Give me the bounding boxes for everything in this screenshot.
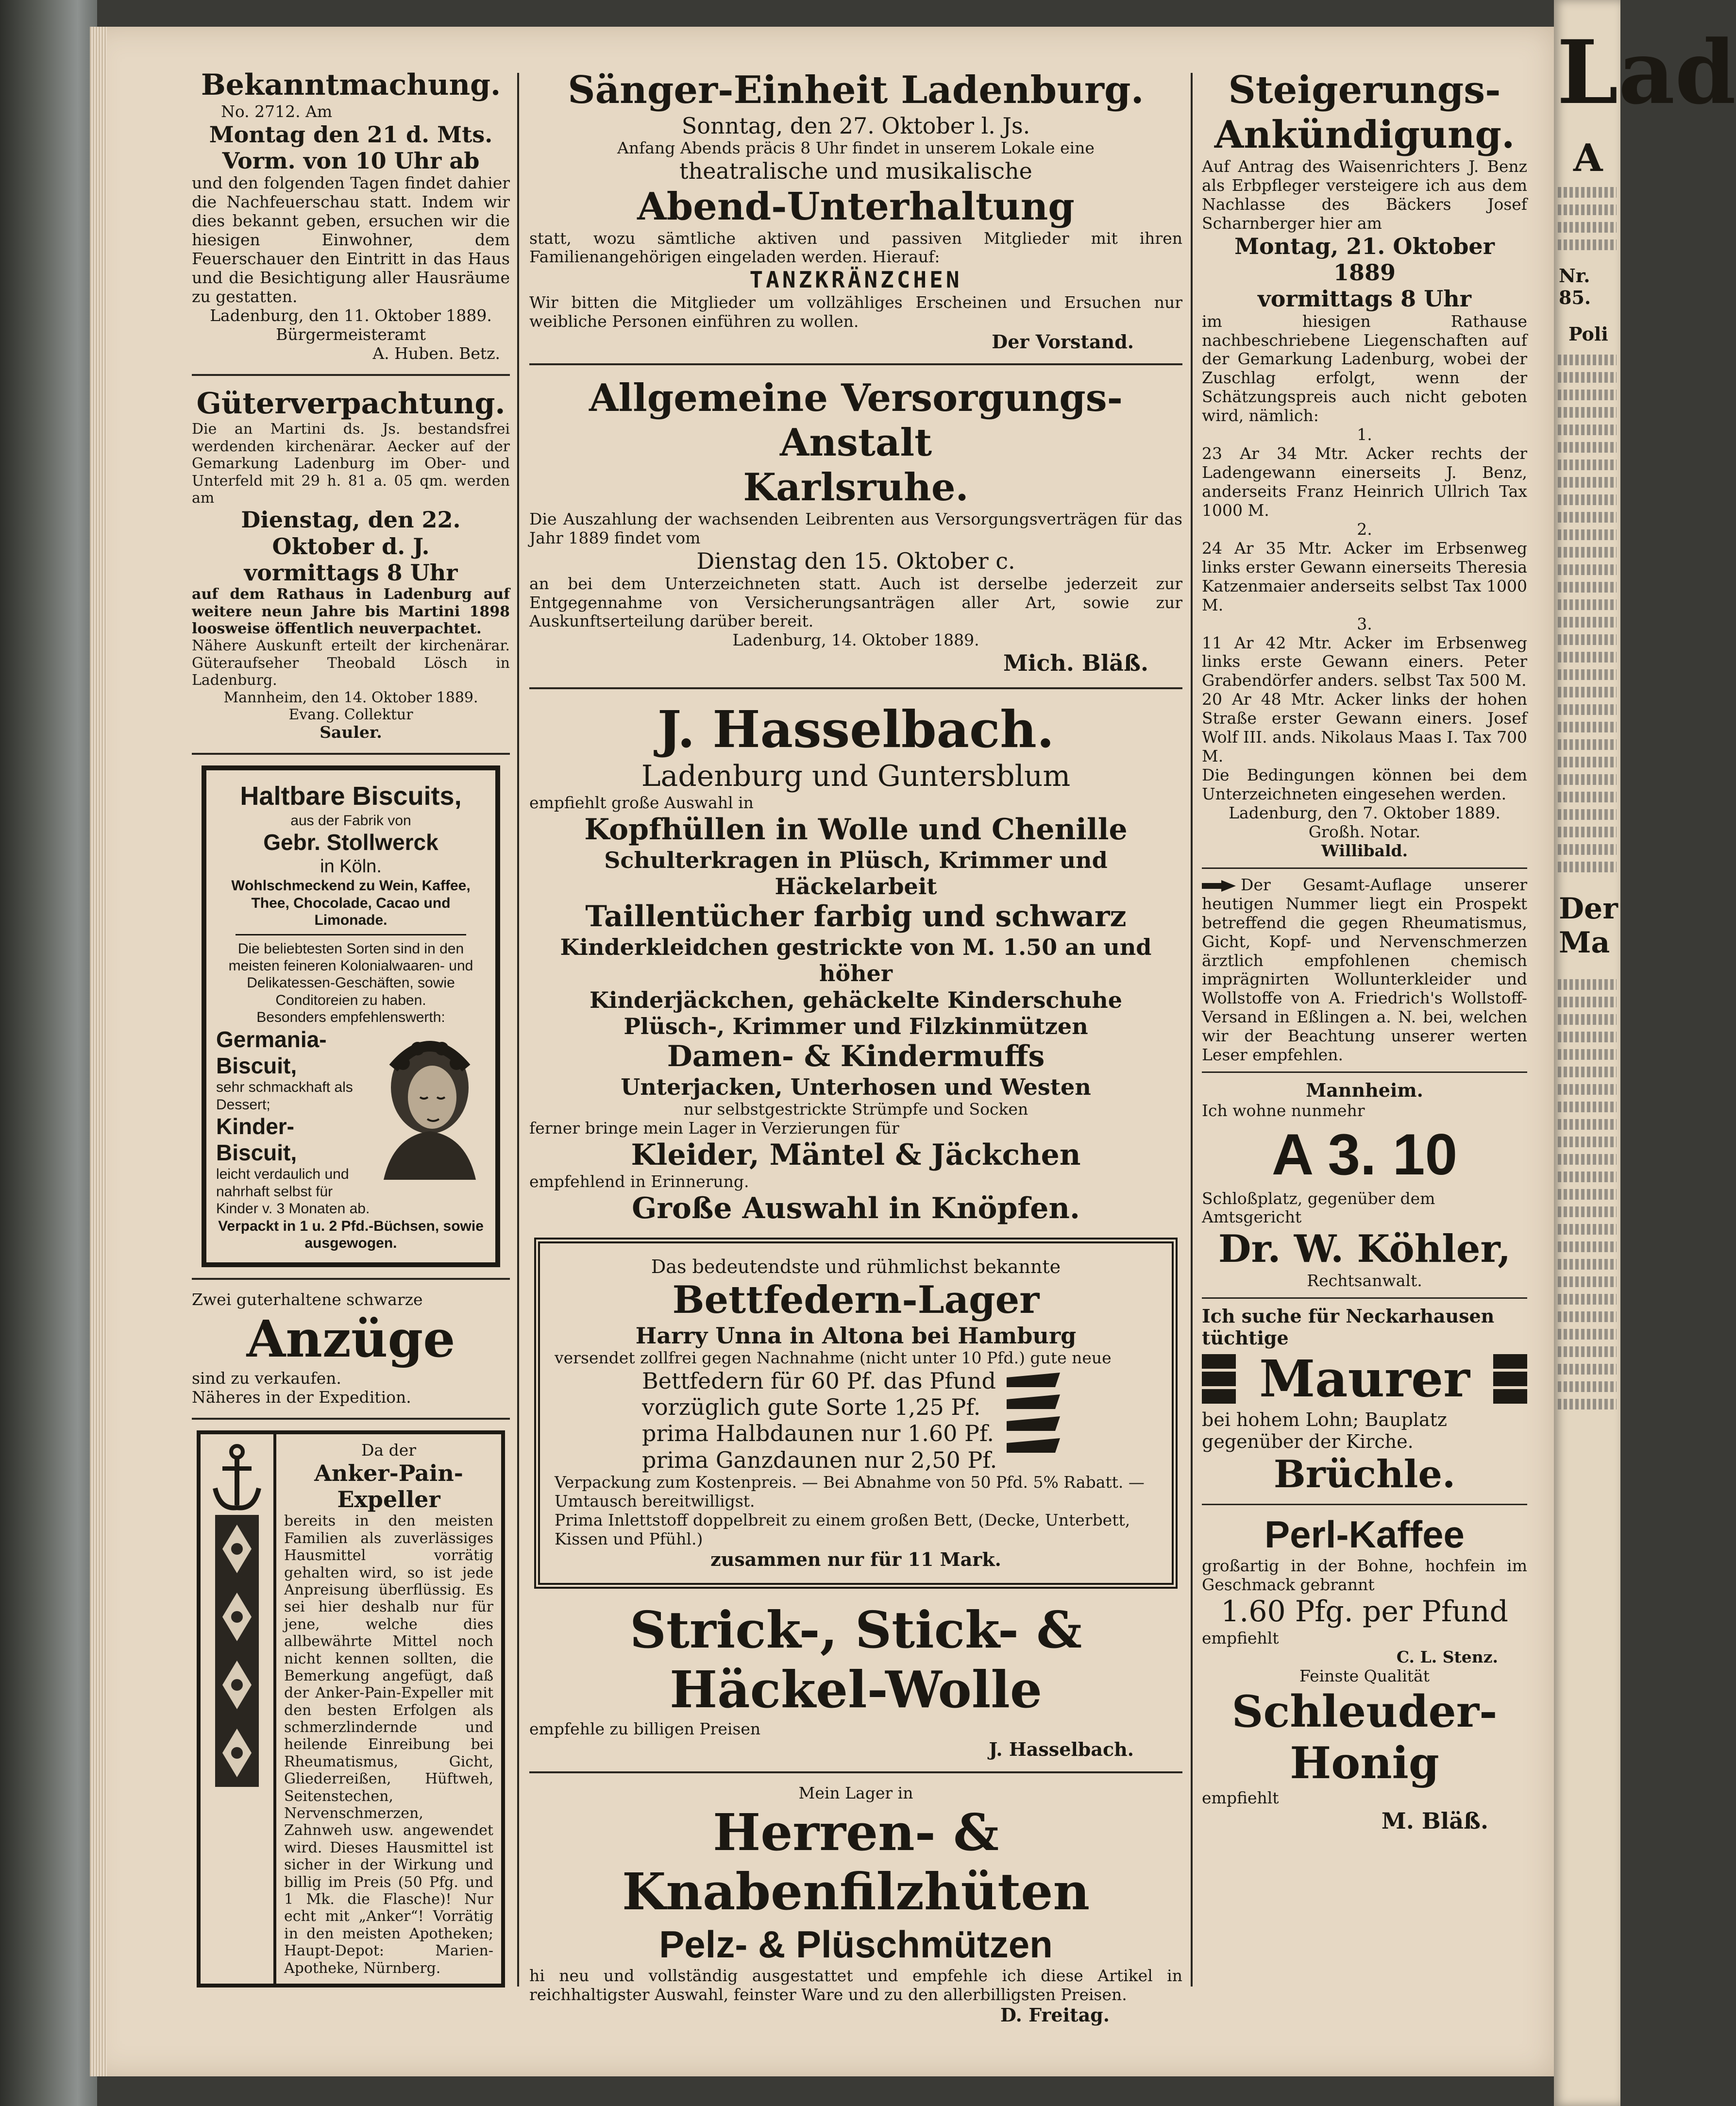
book-binding [0,0,97,2106]
koehler-title: Rechtsanwalt. [1307,1271,1422,1291]
divider [192,374,510,376]
column-rule-2 [1191,73,1193,1987]
anker-body: bereits in den meisten Familien als zuverlässiges Hausmittel vorrätig gehalten wird, so ist jede Anpreisung überflüssig. Es sei hier deshalb nur für jene, welche dies allbewährte Mittel noch nicht kennen sollten, die Bemerkung angefügt, daß der Anker-Pain-Expeller mit den besten Erfolgen als schmerzlindernde und heilende Einreibung bei Rheumatismus, Gicht, Gliederreißen, Hüftweh, Seitenstechen, Nervenschmerzen, Zahnweh usw. angewendet wird. Dieses Hausmittel ist sicher in der Wirkung und billig im Preis (50 Pfg. und 1 Mk. die Flasche)! Nur echt mit „Anker“! Vorrätig in den meisten Apotheken; Haupt-Depot: Marien-Apotheke, Nürnberg. [284,1512,493,1977]
notice-gesamtauflage [1202,876,1527,1065]
ad-perl-kaffee [1202,1512,1527,1667]
hasselbach-name: J. Hasselbach. [657,699,1055,759]
honig-recommend: empfiehlt [1202,1788,1279,1808]
saenger-body: statt, wozu sämtliche aktiven und passiven Mitglieder mit ihren Familienangehörigen eingeladen werden. Hierauf: [529,228,1182,267]
notice-time: Vorm. von 10 Uhr ab [222,148,480,174]
versorg-title-1: Allgemeine Versorgungs-Anstalt [589,376,1123,465]
biscuit-kinder: Kinder-Biscuit, [216,1113,297,1166]
ad-saenger-einheit [529,68,1182,353]
steiger-item-4: 20 Ar 48 Mtr. Acker links der hohen Straße erster Gewann einers. Josef Wolf III. ands. Nikolaus Maas I. Tax 700 M. [1202,690,1527,766]
ad-stollwerck-biscuits [202,765,500,1267]
ad-anker-pain-expeller [197,1430,505,1987]
notice-title: Bekanntmachung. [201,68,501,102]
ad-maurer [1202,1306,1527,1497]
biscuit-description: Wohlschmeckend zu Wein, Kaffee, Thee, Chocolade, Cacao und Limonade. [231,878,471,929]
biscuit-recommend: Besonders empfehlenswerth: [256,1009,445,1026]
block-ornament-left-icon [1202,1354,1236,1404]
kaffee-signature: C. L. Stenz. [1396,1647,1498,1667]
steiger-date: Montag, 21. Oktober 1889 [1234,233,1495,286]
biscuit-maker: Gebr. Stollwerck [263,830,438,855]
facing-masthead: Lad [1557,21,1736,124]
kaffee-title: Perl-Kaffee [1264,1513,1465,1556]
huete-title-2: Pelz- & Plüschmützen [659,1923,1053,1966]
saenger-date: Sonntag, den 27. Oktober l. Js. [681,113,1030,139]
bettfedern-packaging: Verpackung zum Kostenpreis. — Bei Abnahme von 50 Pfd. 5% Rabatt. — Umtausch bereitwilligst. [555,1472,1145,1511]
steiger-item-2: 24 Ar 35 Mtr. Acker im Erbsenweg links erster Gewann einerseits Theresia Katzenmaier anderseits selbst Tax 1000 M. [1202,538,1527,614]
steiger-time: vormittags 8 Uhr [1258,286,1471,312]
hasselbach-line-5: Kinderjäckchen, gehäckelte Kinderschuhe [590,986,1122,1013]
gueter-time: vormittags 8 Uhr [244,559,458,586]
gueter-signature: Sauler. [320,723,382,742]
kaffee-recommend: empfiehlt [1202,1629,1279,1648]
ad-bettfedern-lager [534,1238,1178,1589]
maurer-intro: Ich suche für Neckarhausen tüchtige [1202,1305,1495,1349]
hasselbach-line-6: Plüsch-, Krimmer und Filzkinmützen [624,1013,1088,1039]
pointing-hand-icon [1202,879,1236,893]
huete-body: hi neu und vollständig ausgestattet und empfehle ich diese Artikel in reichhaltigster Auswahl, feinster Ware und zu den allerbilligsten Preisen. [529,1966,1182,2004]
notice-bekanntmachung [192,68,510,363]
saenger-dance: TANZKRÄNZCHEN [749,267,962,293]
hasselbach-line-10: ferner bringe mein Lager in Verzierungen für [529,1119,899,1138]
gesamt-body: Der Gesamt-Auflage unserer heutigen Nummer liegt ein Prospekt betreffend die gegen Rheumatismus, Gicht, Kopf- und Nervenschmerzen ärztlich empfohlenen chemisch imprägnirten Wollunterkleider und Wollstoffe von A. Friedrich's Wollstoff-Versand in Eßlingen a. N. bei, welchen wir der Beachtung unserer werten Leser empfehlen. [1202,875,1527,1065]
notice-date: Montag den 21 d. Mts. [209,121,493,148]
versorg-title-2: Karlsruhe. [743,465,969,510]
steiger-office: Großh. Notar. [1308,822,1421,841]
bettfedern-price-4: prima Ganzdaunen nur 2,50 Pf. [642,1446,997,1473]
facing-heading-2: Der Ma [1559,892,1618,960]
ad-schleuder-honig [1202,1667,1527,1834]
divider [1202,1504,1527,1505]
wolle-signature: J. Hasselbach. [989,1738,1134,1760]
anzuege-info: Näheres in der Expedition. [192,1387,411,1407]
biscuit-kinder-desc: leicht verdaulich und nahrhaft selbst für Kinder v. 3 Monaten ab. [216,1166,370,1217]
biscuit-germania-desc: sehr schmackhaft als Dessert; [216,1079,353,1113]
ad-wolle [529,1600,1182,1760]
germania-portrait-image [374,1029,486,1180]
bettfedern-price-list [555,1368,1157,1473]
honig-signature: M. Bläß. [1381,1808,1488,1834]
ad-versorgungs-anstalt [529,376,1182,676]
divider [529,1771,1182,1773]
hasselbach-line-7: Damen- & Kindermuffs [667,1039,1045,1074]
hasselbach-intro: empfiehlt große Auswahl in [529,793,754,813]
steiger-title-2: Ankündigung. [1214,113,1515,157]
steiger-item-1: 23 Ar 34 Mtr. Acker rechts der Ladengewann einerseits J. Benz, anderseits Franz Heinrich Ullrich Tax 1000 M. [1202,444,1527,520]
notice-body: und den folgenden Tagen findet dahier die Nachfeuerschau statt. Indem wir dies bekannt geben, ersuchen wir die hiesigen Einwohner, dem Feuerschauer den Eintritt in das Haus und die Besichtigung aller Hausräume zu gestatten. [192,173,510,306]
block-ornament-right-icon [1493,1354,1527,1404]
column-2 [529,68,1182,2026]
steiger-body-2: im hiesigen Rathause nachbeschriebene Liegenschaften auf der Gemarkung Ladenburg, wobei der Zuschlag erfolgt, wenn der Schätzungspreis auch nicht geboten wird, nämlich: [1202,311,1527,425]
versorg-signature: Mich. Bläß. [1003,650,1148,677]
steiger-conditions: Die Bedingungen können bei dem Unterzeichneten eingesehen werden. [1202,765,1527,804]
ad-hasselbach [529,700,1182,1226]
facing-subhead: A [1573,136,1603,180]
gueter-body: Die an Martini ds. Js. bestandsfrei werdenden kirchenärar. Aecker auf der Gemarkung Ladenburg im Ober- und Unterfeld mit 29 h. 81 a. 05 qm. werden am [192,421,510,507]
koehler-intro: Ich wohne nunmehr [1202,1101,1365,1120]
maurer-title: Maurer [1259,1349,1470,1409]
steiger-item-number-1: 1. [1357,425,1372,444]
divider [192,1278,510,1280]
honig-title: Schleuder-Honig [1231,1685,1498,1789]
column-1 [192,68,510,1992]
wolle-subtitle: empfehle zu billigen Preisen [529,1719,761,1738]
hasselbach-line-9: nur selbstgestrickte Strümpfe und Socken [683,1100,1028,1119]
hasselbach-buttons: Große Auswahl in Knöpfen. [632,1191,1080,1225]
biscuit-sorts: Die beliebtesten Sorten sind in den meisten feineren Kolonialwaaren- und Delikatessen-Geschäften, sowie Conditoreien zu haben. [228,940,473,1008]
divider [1202,1071,1527,1073]
maurer-signature: Brüchle. [1273,1452,1456,1497]
versorg-place: Ladenburg, 14. Oktober 1889. [732,630,979,650]
divider [1202,867,1527,869]
facing-section: Poli [1568,323,1608,345]
wolle-title: Strick-, Stick- & Häckel-Wolle [629,1600,1082,1720]
biscuit-city: in Köln. [320,856,382,877]
notice-signature: A. Huben. Betz. [372,343,500,363]
bettfedern-title: Bettfedern-Lager [672,1277,1040,1322]
koehler-name: Dr. W. Köhler, [1218,1227,1511,1272]
gueter-date: Dienstag, den 22. Oktober d. J. [241,507,461,560]
divider [192,753,510,755]
notice-steigerung [1202,68,1527,861]
biscuit-from: aus der Fabrik von [290,812,411,829]
koehler-location: Schloßplatz, gegenüber dem Amtsgericht [1202,1189,1435,1227]
hasselbach-line-8: Unterjacken, Unterhosen und Westen [621,1074,1091,1101]
hasselbach-line-2: Schulterkragen in Plüsch, Krimmer und Häckelarbeit [604,847,1108,900]
steiger-place: Ladenburg, den 7. Oktober 1889. [1229,803,1500,822]
anker-intro: Da der [361,1440,417,1460]
bettfedern-total-price: zusammen nur für 11 Mark. [710,1548,1001,1570]
bettfedern-inlett: Prima Inlettstoff doppelbreit zu einem großen Bett, (Decke, Unterbett, Kissen und Pfühl.) [555,1510,1130,1548]
saenger-request: Wir bitten die Mitglieder um vollzähliges Erscheinen und Ersuchen nur weibliche Personen einführen zu wollen. [529,292,1182,331]
steiger-item-number-3: 3. [1357,614,1372,633]
anchor-icon [210,1442,264,1515]
huete-signature: D. Freitag. [1000,2004,1110,2026]
anker-emblem-column [201,1434,276,1984]
notice-number: No. 2712. Am [221,102,333,121]
ad-filzhuete [529,1784,1182,2026]
versorg-date: Dienstag den 15. Oktober c. [696,548,1015,575]
ad-anzuege [192,1291,510,1407]
gueter-title: Güterverpachtung. [196,386,506,421]
saenger-title: Sänger-Einheit Ladenburg. [568,68,1144,112]
notice-gueterverpachtung [192,387,510,743]
notice-place: Ladenburg, den 11. Oktober 1889. [210,306,492,325]
steiger-signature: Willibald. [1321,841,1408,860]
anzuege-title: Anzüge [246,1309,455,1369]
saenger-event: Abend-Unterhaltung [637,184,1075,229]
bettfedern-firm: Harry Unna in Altona bei Hamburg [635,1322,1077,1349]
anker-name: Anker-Pain-Expeller [314,1460,463,1513]
steiger-title-1: Steigerungs- [1228,68,1501,112]
facing-page [1554,0,1736,2106]
gueter-body-2: auf dem Rathaus in Ladenburg auf weitere neun Jahre bis Martini 1898 loosweise öffentlich neuverpachtet. [192,586,510,637]
anzuege-sale: sind zu verkaufen. [192,1369,341,1388]
notice-office: Bürgermeisteramt [276,324,426,344]
steiger-item-number-2: 2. [1357,519,1372,539]
biscuit-packaging: Verpackt in 1 u. 2 Pfd.-Büchsen, sowie ausgewogen. [218,1218,484,1251]
honig-intro: Feinste Qualität [1299,1666,1430,1686]
hasselbach-line-11: Kleider, Mäntel & Jäckchen [631,1138,1081,1172]
hasselbach-line-1: Kopfhüllen in Wolle und Chenille [584,813,1128,847]
facing-issue: Nr. 85. [1559,265,1591,308]
koehler-address: A 3. 10 [1271,1121,1458,1187]
column-3 [1202,68,1527,1834]
biscuit-germania: Germania-Biscuit, [216,1026,327,1078]
anker-text [276,1434,501,1984]
biscuit-title: Haltbare Biscuits, [240,781,462,811]
hasselbach-line-3: Taillentücher farbig und schwarz [585,900,1127,934]
bettfedern-price-2: vorzüglich gute Sorte 1,25 Pf. [642,1394,981,1421]
steiger-item-3: 11 Ar 42 Mtr. Acker im Erbsenweg links erste Gewann einers. Peter Grabendörfer anders. selbst Tax 500 M. [1202,633,1527,690]
gueter-office: Evang. Collektur [288,706,413,723]
huete-title-1: Herren- & Knabenfilzhüten [622,1802,1090,1922]
divider [529,687,1182,689]
hasselbach-line-4: Kinderkleidchen gestrickte von M. 1.50 an und höher [560,934,1152,987]
bettfedern-shipping: versendet zollfrei gegen Nachnahme (nicht unter 10 Pfd.) gute neue [555,1348,1112,1367]
divider [529,363,1182,365]
saenger-signature: Der Vorstand. [992,330,1134,353]
saenger-start: Anfang Abends präcis 8 Uhr findet in unserem Lokale eine [617,138,1095,158]
gueter-info: Nähere Auskunft erteilt der kirchenärar. Güteraufseher Theobald Lösch in Ladenburg. [192,637,510,689]
steiger-body: Auf Antrag des Waisenrichters J. Benz als Erbpfleger versteigere ich aus dem Nachlasse des Bäckers Josef Scharnberger hier am [1202,157,1527,233]
versorg-body: Die Auszahlung der wachsenden Leibrenten aus Versorgungsverträgen für das Jahr 1889 findet vom [529,510,1182,548]
hasselbach-line-12: empfehlend in Erinnerung. [529,1172,749,1191]
maurer-body: bei hohem Lohn; Bauplatz gegenüber der Kirche. [1202,1409,1447,1452]
kaffee-body: großartig in der Bohne, hochfein im Geschmack gebrannt [1202,1556,1527,1595]
divider [1202,1297,1527,1299]
feather-bars-icon [1007,1368,1060,1465]
ornament-icon [210,1515,264,1787]
bettfedern-top: Das bedeutendste und rühmlichst bekannte [651,1256,1061,1277]
bettfedern-price-3: prima Halbdaunen nur 1.60 Pf. [642,1420,994,1447]
kaffee-price: 1.60 Pfg. per Pfund [1221,1595,1508,1629]
page-stack-edge [90,27,107,2076]
divider [192,1418,510,1420]
koehler-city: Mannheim. [1306,1079,1423,1102]
versorg-body-2: an bei dem Unterzeichneten statt. Auch ist derselbe jederzeit zur Entgegennahme von Versicherungsanträgen aller Art, sowie zur Auskunftserteilung darüber bereit. [529,574,1182,631]
bettfedern-price-1: Bettfedern für 60 Pf. das Pfund [642,1367,996,1394]
hasselbach-places: Ladenburg und Guntersblum [641,759,1071,794]
anzuege-intro: Zwei guterhaltene schwarze [192,1290,423,1309]
gueter-place: Mannheim, den 14. Oktober 1889. [223,689,478,706]
huete-intro: Mein Lager in [798,1783,913,1802]
ad-dr-koehler [1202,1080,1527,1291]
saenger-sub: theatralische und musikalische [679,158,1032,185]
column-rule-1 [517,73,519,1987]
